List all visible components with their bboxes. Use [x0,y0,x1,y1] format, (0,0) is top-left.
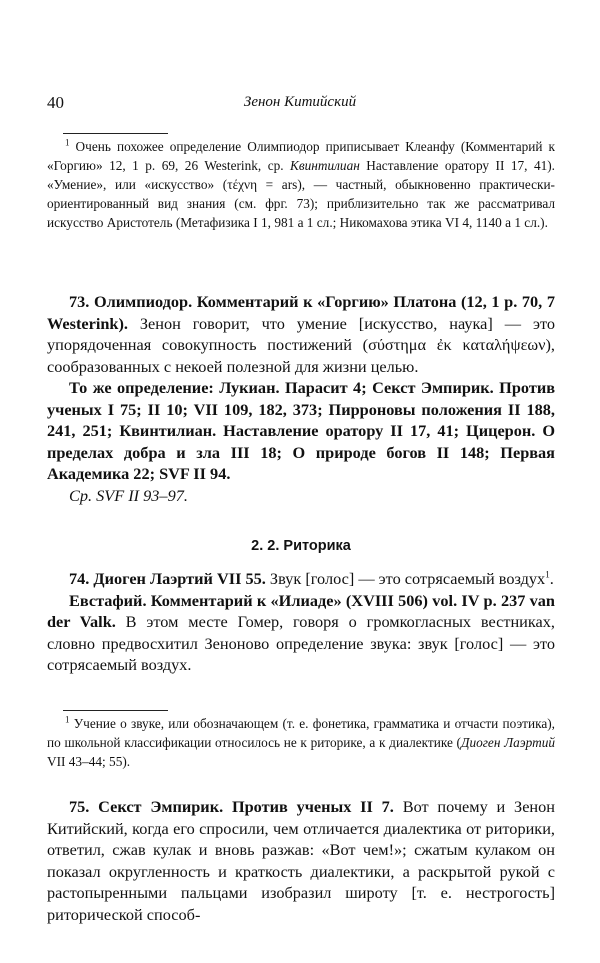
footnote-rule [63,710,168,711]
fragment-74-title: 74. Диоген Лаэртий VII 55. [69,569,266,588]
eustathius-text: В этом месте Гомер, говоря о громкогласных вестниках, словно предвосхитил Зеноново определение звука: звук [голос] — это сотрясаемый воздух. [47,612,555,674]
fragment-75-text: Вот почему и Зенон Китийский, когда его спросили, чем отличается диалектика от риторики, ответил, сжав кулак и вновь разжав: «Вот чем!»; сжатым кулаком он показал округленность и краткость диалектики, а раскрытой рукой с растопыренными пальцами изобразил широту [т. е. нестрогость] риторической способ- [47,797,556,924]
fragment-73-text: Зенон говорит, что умение [искусство, наука] — это упорядоченная совокупность постижений (σύστημα ἐκ καταλήψεων), сообразованных с некоей полезной для жизни целью. [47,313,555,376]
running-title: Зенон Китийский [243,94,357,110]
fragment-73 [47,291,555,506]
page-header [47,93,553,115]
footnote-rule [63,133,168,134]
fragment-73-same-definition: То же определение: Лукиан. Парасит 4; Секст Эмпирик. Против ученых I 75; II 10; VII 109, 182, 373; Пирроновы положения II 188, 241, 251; Квинтилиан. Наставление оратору II 17, 41; Цицерон. О пределах добра и зла III 18; О природе богов II 148; Первая Академика 22; SVF II 94. [47,378,555,483]
footnote-1 [47,137,555,232]
page-number: 40 [47,93,64,112]
footnote-italic: Диоген Лаэртий [460,735,556,750]
eustathius-title: Евстафий. Комментарий к «Илиаде» (XVIII 506) vol. IV p. 237 van der Valk. [47,590,555,631]
footnote-marker: 1 [545,569,550,580]
fragment-75-title: 75. Секст Эмпирик. Против ученых II 7. [69,797,394,816]
fragment-73-cf: Ср. SVF II 93–97. [69,485,188,505]
fragment-75 [47,796,555,925]
footnote-2 [47,714,555,771]
footnote-marker: 1 [65,714,70,725]
footnote-text: VII 43–44; 55). [47,754,131,769]
fragment-73-title: 73. Олимпиодор. Комментарий к «Горгию» Платона (12, 1 р. 70, 7 Westerink). [47,292,555,333]
footnote-text: Наставление оратору II 17, 41). «Умение», или «искусство» (τέχνη = ars), — частный, обыкновенно практически-ориентированный вид знания (см. фрг. 73); приблизительно так же рассматривал искусство Аристотель (Метафизика I 1, 981 a 1 сл.; Никомахова этика VI 4, 1140 a 1 сл.). [47,158,555,230]
footnote-marker: 1 [65,137,70,148]
section-heading: 2. 2. Риторика [251,538,351,554]
footnote-italic: Квинтилиан [290,158,360,173]
fragment-74-text: Звук [голос] — это сотрясаемый воздух [265,569,546,588]
footnote-text: Очень похожее определение Олимпиодор приписывает Клеанфу (Комментарий к «Горгию» 12, 1 p. 69, 26 Westerink, ср. [47,139,555,173]
fragment-74: 74. Диоген Лаэртий VII 55. Звук [голос] — это сотрясаемый воздух$^1$. Евстафий. Комментарий к «Илиаде» (XVIII 506) vol. IV p. 237 van der Valk. В этом месте Гомер, говоря о громкогласных вестниках, словно предвосхитил Зеноново определение звука: звук [голос] — это сотрясаемый воздух. [47,569,555,674]
footnote-text: Учение о звуке, или обозначающем (т. е. фонетика, грамматика и отчасти поэтика), по школьной классификации относилось не к риторике, а к диалектике ( [47,716,555,750]
